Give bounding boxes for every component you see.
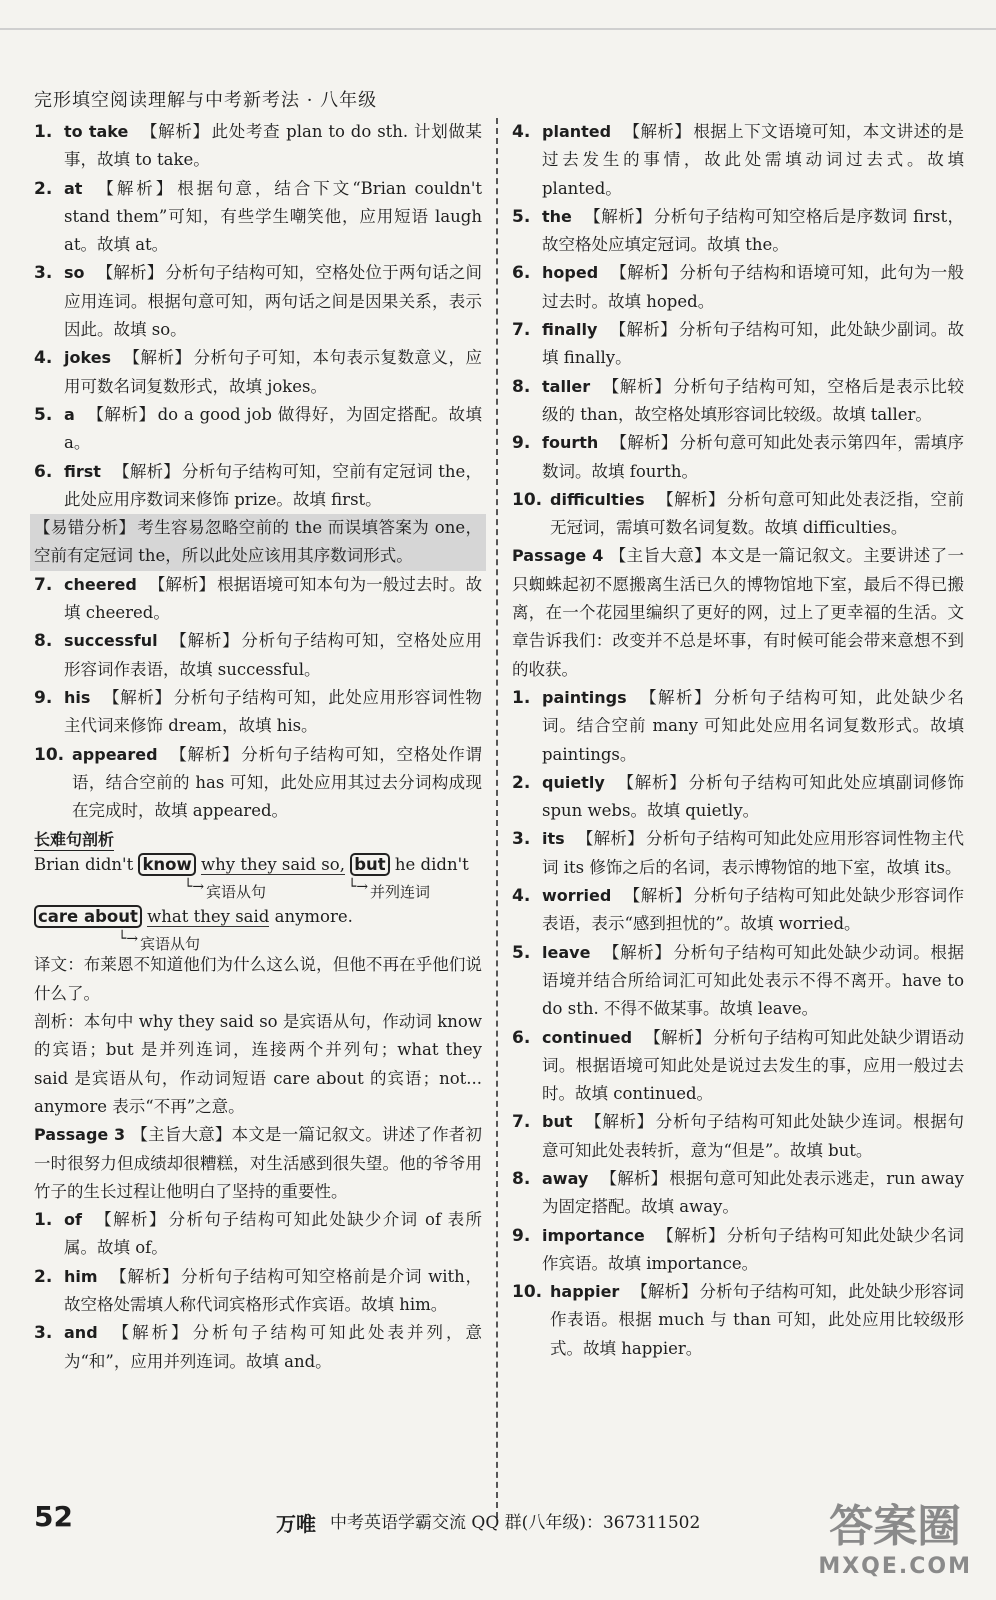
explanation: 分析句子结构可知，此处缺少副词。故填 finally。 xyxy=(542,320,965,368)
answer-item xyxy=(512,1108,964,1165)
analysis-tag: 【解析】 xyxy=(109,1266,180,1286)
item-body xyxy=(64,571,482,628)
item-number: 4. xyxy=(512,886,531,907)
sentence-line-2 xyxy=(34,907,353,926)
analysis-tag: 【解析】 xyxy=(616,772,687,792)
analysis-tag: 【解析】 xyxy=(140,122,210,141)
answer-word: quietly xyxy=(542,772,605,792)
top-rule xyxy=(0,28,996,30)
explanation: 分析句子结构可知，空前有定冠词 the，此处应用序数词来修饰 prize。故填 first。 xyxy=(64,461,482,509)
analysis-tag: 【解析】 xyxy=(631,1282,698,1302)
analysis-tag: 【解析】 xyxy=(583,206,652,226)
item-body xyxy=(64,1206,482,1263)
analysis-tag: 【解析】 xyxy=(644,1027,712,1047)
item-number: 7. xyxy=(34,574,53,595)
answer-item xyxy=(34,344,482,401)
analysis-tag: 【解析】 xyxy=(656,1225,725,1245)
summary-tag: 【主旨大意】 xyxy=(609,546,712,566)
answer-item xyxy=(34,458,482,515)
answer-item xyxy=(512,259,964,316)
item-number: 6. xyxy=(34,461,53,482)
explanation: 分析句子结构可知此处缺少连词。根据句意可知此处表转折，意为“但是”。故填 but。 xyxy=(542,1112,965,1160)
label-object-clause-1: 宾语从句 xyxy=(206,883,267,902)
analysis-tag: 【解析】 xyxy=(109,1323,191,1343)
passage-title: Passage 3 xyxy=(34,1125,126,1145)
analysis-text: 剖析：本句中 why they said so 是宾语从句，作动词 know 的宾语；but 是并列连词，连接两个并列句；what they said 是宾语从句，作动词短语 care about 的宾语；not... anymore 表示“不再”之意。 xyxy=(34,1012,482,1116)
explanation: 分析句子结构可知此处缺少谓语动词。根据语境可知此处是说过去发生的事，应用一般过去时。故填 continued。 xyxy=(542,1027,965,1104)
answer-word: importance xyxy=(542,1225,645,1245)
item-body xyxy=(64,175,482,260)
answer-item xyxy=(34,1319,482,1376)
passage-3-summary xyxy=(34,1121,482,1206)
explanation: 分析句子结构可知，空格处应用形容词作表语，故填 successful。 xyxy=(64,631,483,679)
item-body xyxy=(542,373,964,430)
answer-item xyxy=(512,1222,964,1279)
footer-text: 中考英语学霸交流 QQ 群(八年级)：367311502 xyxy=(330,1513,701,1533)
item-number: 2. xyxy=(512,772,531,793)
answer-item xyxy=(34,571,482,628)
watermark-logo xyxy=(818,1490,972,1579)
explanation: 分析句子结构可知此处缺少形容词作表语，表示“感到担忧的”。故填 worried。 xyxy=(542,886,965,934)
answer-word: successful xyxy=(64,631,158,651)
column-divider xyxy=(496,118,498,1518)
item-number: 1. xyxy=(34,1210,53,1231)
analysis-tag: 【解析】 xyxy=(609,320,677,340)
item-body xyxy=(64,684,482,741)
item-body xyxy=(542,825,964,882)
object-clause-2: what they said xyxy=(147,907,270,927)
analysis-tag: 【解析】 xyxy=(123,348,192,368)
answer-item xyxy=(34,175,482,260)
explanation: 分析句子结构可知此处应用形容词性物主代词 its 修饰之后的名词，表示博物馆的地下室，故填 its。 xyxy=(542,829,965,877)
item-number: 4. xyxy=(34,348,53,369)
answer-word: jokes xyxy=(64,348,112,368)
explanation: 分析句意可知此处表示第四年，需填序数词。故填 fourth。 xyxy=(542,433,965,481)
explanation: 分析句子结构可知，此处缺少名词。结合空前 many 可知此处应用名词复数形式。故填 paintings。 xyxy=(542,687,965,764)
answer-word: to take xyxy=(64,122,129,141)
item-number: 4. xyxy=(512,122,531,142)
explanation: do a good job 做得好，为固定搭配。故填 a。 xyxy=(64,404,483,453)
item-body xyxy=(542,769,964,826)
watermark-top: 答案圈 xyxy=(829,1501,962,1552)
explanation: 根据上下文语境可知，本文讲述的是过去发生的事情，故此处需填动词过去式。故填 planted。 xyxy=(542,122,965,198)
analysis-tag: 【解析】 xyxy=(112,461,181,481)
summary-tag: 【主旨大意】 xyxy=(131,1125,232,1145)
item-body xyxy=(542,1222,964,1279)
analysis-tag: 【解析】 xyxy=(656,489,725,509)
answer-word: paintings xyxy=(542,687,627,707)
answer-word: finally xyxy=(542,320,598,340)
analysis-tag: 【解析】 xyxy=(602,942,672,962)
answer-item xyxy=(512,882,964,939)
item-number: 5. xyxy=(34,404,53,425)
item-number: 10. xyxy=(34,744,65,765)
answer-word: difficulties xyxy=(550,489,645,509)
answer-item xyxy=(512,203,964,260)
answer-word: appeared xyxy=(72,744,158,764)
item-body xyxy=(542,429,964,486)
answer-word: planted xyxy=(542,122,612,141)
analysis-tag: 【解析】 xyxy=(610,433,678,453)
item-body xyxy=(64,458,482,515)
item-number: 8. xyxy=(34,631,53,652)
item-body xyxy=(64,344,482,401)
item-body xyxy=(542,882,964,939)
explanation: 根据语境可知本句为一般过去时。故填 cheered。 xyxy=(64,574,483,623)
translation: 译文：布莱恩不知道他们为什么这么说，但他不再在乎他们说什么了。 xyxy=(34,955,482,1003)
explanation: 分析句子结构可知此处应填副词修饰 spun webs。故填 quietly。 xyxy=(542,772,964,821)
analysis-tag: 【解析】 xyxy=(638,687,712,707)
item-number: 7. xyxy=(512,320,531,341)
item-number: 1. xyxy=(512,687,531,708)
item-number: 8. xyxy=(512,376,531,397)
answer-word: first xyxy=(64,461,101,481)
analysis-tag: 【解析】 xyxy=(576,829,644,849)
answer-word: of xyxy=(64,1210,82,1230)
answer-word: his xyxy=(64,687,91,707)
explanation: 分析句子结构可知，空格处位于两句话之间应用连词。根据句意可知，两句话之间是因果关系，表示因此。故填 so。 xyxy=(64,263,483,340)
analysis-tag: 【解析】 xyxy=(96,263,164,283)
running-header: 完形填空阅读理解与中考新考法 · 八年级 xyxy=(34,90,378,111)
answer-item xyxy=(512,316,964,373)
item-body xyxy=(64,259,482,344)
page-number: 52 xyxy=(34,1500,73,1533)
analysis-tag: 【解析】 xyxy=(86,404,156,424)
answer-word: the xyxy=(542,206,572,226)
boxed-word-but: but xyxy=(350,853,389,876)
analysis-tag: 【解析】 xyxy=(602,376,672,396)
answer-item xyxy=(34,1206,482,1263)
answer-item xyxy=(34,627,482,684)
explanation: 分析句子结构可知此处表并列，意为“和”，应用并列连词。故填 and。 xyxy=(64,1323,483,1371)
answer-item xyxy=(34,684,482,741)
arrow-icon: └→ xyxy=(118,931,139,948)
left-column xyxy=(34,118,482,1376)
explanation: 此处考查 plan to do sth. 计划做某事，故填 to take。 xyxy=(64,122,483,170)
right-column xyxy=(512,118,964,1363)
answer-item xyxy=(512,373,964,430)
item-body xyxy=(542,1108,964,1165)
sentence-part: anymore. xyxy=(274,907,353,927)
object-clause-1: why they said so, xyxy=(201,855,345,875)
item-number: 3. xyxy=(34,1323,53,1344)
error-analysis-note xyxy=(30,514,486,571)
explanation: 分析句子结构可知，空格处作谓语，结合空前的 has 可知，此处应用其过去分词构成现在完成时，故填 appeared。 xyxy=(72,744,483,821)
answer-word: taller xyxy=(542,376,591,396)
item-number: 7. xyxy=(512,1112,531,1133)
passage-title: Passage 4 xyxy=(512,546,604,566)
answer-word: its xyxy=(542,829,565,849)
analysis-tag: 【解析】 xyxy=(169,631,240,651)
boxed-phrase-care-about: care about xyxy=(34,905,142,928)
item-body xyxy=(542,1165,964,1222)
explanation: 分析句子结构可知，此处缺少形容词作表语。根据 much 与 than 可知，此处应用比较级形式。故填 happier。 xyxy=(550,1282,965,1358)
analysis-tag: 【解析】 xyxy=(584,1112,654,1132)
item-body xyxy=(542,203,964,260)
analysis-tag: 【解析】 xyxy=(102,687,172,707)
answer-item xyxy=(512,1024,964,1109)
answer-word: but xyxy=(542,1112,573,1132)
brand-logo: 万唯 xyxy=(276,1512,316,1536)
item-number: 5. xyxy=(512,206,531,227)
item-number: 9. xyxy=(512,1225,531,1246)
answer-item xyxy=(512,1278,964,1363)
explanation: 分析句子可知，本句表示复数意义，应用可数名词复数形式，故填 jokes。 xyxy=(64,348,483,396)
answer-item xyxy=(34,401,482,458)
answer-word: cheered xyxy=(64,574,137,594)
analysis-tag: 【解析】 xyxy=(94,178,176,198)
answer-item xyxy=(512,769,964,826)
item-number: 2. xyxy=(34,178,53,199)
answer-word: leave xyxy=(542,942,591,962)
arrow-icon: └→ xyxy=(348,879,369,896)
item-number: 9. xyxy=(512,433,531,454)
analysis-tag: 【解析】 xyxy=(623,886,692,906)
item-body xyxy=(550,1278,964,1363)
item-body xyxy=(542,939,964,1024)
analysis-tag: 【解析】 xyxy=(93,1210,167,1230)
answer-item xyxy=(512,429,964,486)
passage-4-summary xyxy=(512,542,964,683)
arrow-icon: └→ xyxy=(184,879,205,896)
answer-item xyxy=(34,1263,482,1320)
summary-text: 本文是一篇记叙文。主要讲述了一只蜘蛛起初不愿搬离生活已久的博物馆地下室，最后不得已搬离，在一个花园里编织了更好的网，过上了更幸福的生活。文章告诉我们：改变并不总是坏事，有时候可能会带来意想不到的收获。 xyxy=(512,546,965,679)
item-number: 10. xyxy=(512,489,543,510)
item-body xyxy=(64,401,482,458)
summary-text: 本文是一篇记叙文。讲述了作者初一时很努力但成绩却很糟糕，对生活感到很失望。他的爷爷用竹子的生长过程让他明白了坚持的重要性。 xyxy=(34,1125,483,1201)
answer-item xyxy=(512,118,964,203)
item-body xyxy=(542,684,964,769)
item-number: 8. xyxy=(512,1168,531,1189)
explanation: 分析句子结构可知，空格后是表示比较级的 than，故空格处填形容词比较级。故填 taller。 xyxy=(542,376,965,424)
item-number: 3. xyxy=(34,263,53,284)
explanation: 分析句子结构可知此处缺少动词。根据语境并结合所给词汇可知此处表示不得不离开。have to do sth. 不得不做某事。故填 leave。 xyxy=(542,942,965,1019)
item-body xyxy=(542,118,964,203)
analysis-tag: 【解析】 xyxy=(148,574,216,594)
answer-word: happier xyxy=(550,1282,620,1302)
boxed-word-know: know xyxy=(138,853,195,876)
item-body xyxy=(72,741,482,826)
answer-word: fourth xyxy=(542,433,599,453)
sentence-diagram xyxy=(34,851,482,954)
explanation: 根据句意，结合下文“Brian couldn't stand them”可知，有些学生嘲笑他，应用短语 laugh at。故填 at。 xyxy=(64,178,483,255)
answer-word: him xyxy=(64,1266,98,1286)
item-number: 5. xyxy=(512,942,531,963)
item-body xyxy=(550,486,964,543)
label-conjunction: 并列连词 xyxy=(370,883,431,902)
answer-item xyxy=(512,825,964,882)
explanation: 分析句子结构和语境可知，此句为一般过去时。故填 hoped。 xyxy=(542,263,965,311)
item-body xyxy=(64,1319,482,1376)
answer-item xyxy=(34,259,482,344)
explanation: 根据句意可知此处表示逃走，run away 为固定搭配。故填 away。 xyxy=(542,1168,964,1217)
analysis-tag: 【解析】 xyxy=(600,1168,668,1188)
explanation: 分析句子结构可知空格前是介词 with，故空格处需填人称代词宾格形式作宾语。故填 him。 xyxy=(64,1266,483,1314)
explanation: 分析句子结构可知空格后是序数词 first，故空格处应填定冠词。故填 the。 xyxy=(542,206,964,255)
answer-word: hoped xyxy=(542,263,599,283)
answer-item xyxy=(512,684,964,769)
sentence-part: he didn't xyxy=(394,855,469,875)
sentence-line-1 xyxy=(34,855,469,874)
answer-word: continued xyxy=(542,1027,633,1047)
answer-item xyxy=(512,486,964,543)
item-number: 10. xyxy=(512,1282,543,1303)
item-number: 1. xyxy=(34,122,53,142)
analysis-tag: 【解析】 xyxy=(610,263,678,283)
watermark-bottom: MXQE.COM xyxy=(818,1554,972,1579)
analysis-heading: 长难句剖析 xyxy=(34,827,114,851)
explanation: 分析句子结构可知此处缺少介词 of 表所属。故填 of。 xyxy=(64,1210,483,1258)
item-body xyxy=(64,118,482,175)
answer-word: worried xyxy=(542,886,612,906)
answer-word: at xyxy=(64,178,83,198)
item-number: 6. xyxy=(512,263,531,284)
item-body xyxy=(64,627,482,684)
answer-word: away xyxy=(542,1168,589,1188)
explanation: 分析句意可知此处表泛指，空前无冠词，需填可数名词复数。故填 difficulties。 xyxy=(550,489,965,538)
sentence-part: Brian didn't xyxy=(34,855,134,875)
item-body xyxy=(542,316,964,373)
explanation: 分析句子结构可知此处缺少名词作宾语。故填 importance。 xyxy=(542,1225,965,1273)
item-number: 9. xyxy=(34,687,53,708)
label-object-clause-2: 宾语从句 xyxy=(140,935,201,954)
note-tag: 【易错分析】 xyxy=(34,518,136,538)
analysis-tag: 【解析】 xyxy=(169,744,240,764)
item-body xyxy=(542,1024,964,1109)
item-number: 6. xyxy=(512,1027,531,1048)
note-text: 考生容易忽略空前的 the 而误填答案为 one，空前有定冠词 the，所以此处应该用其序数词形式。 xyxy=(34,518,483,566)
analysis-tag: 【解析】 xyxy=(623,122,692,141)
answer-item xyxy=(512,939,964,1024)
item-body xyxy=(542,259,964,316)
answer-item xyxy=(34,118,482,175)
item-number: 3. xyxy=(512,829,531,850)
answer-word: and xyxy=(64,1323,98,1343)
answer-word: so xyxy=(64,263,85,283)
answer-item xyxy=(34,741,482,826)
item-body xyxy=(64,1263,482,1320)
item-number: 2. xyxy=(34,1266,53,1287)
answer-item xyxy=(512,1165,964,1222)
explanation: 分析句子结构可知，此处应用形容词性物主代词来修饰 dream，故填 his。 xyxy=(64,687,483,736)
answer-word: a xyxy=(64,404,75,424)
